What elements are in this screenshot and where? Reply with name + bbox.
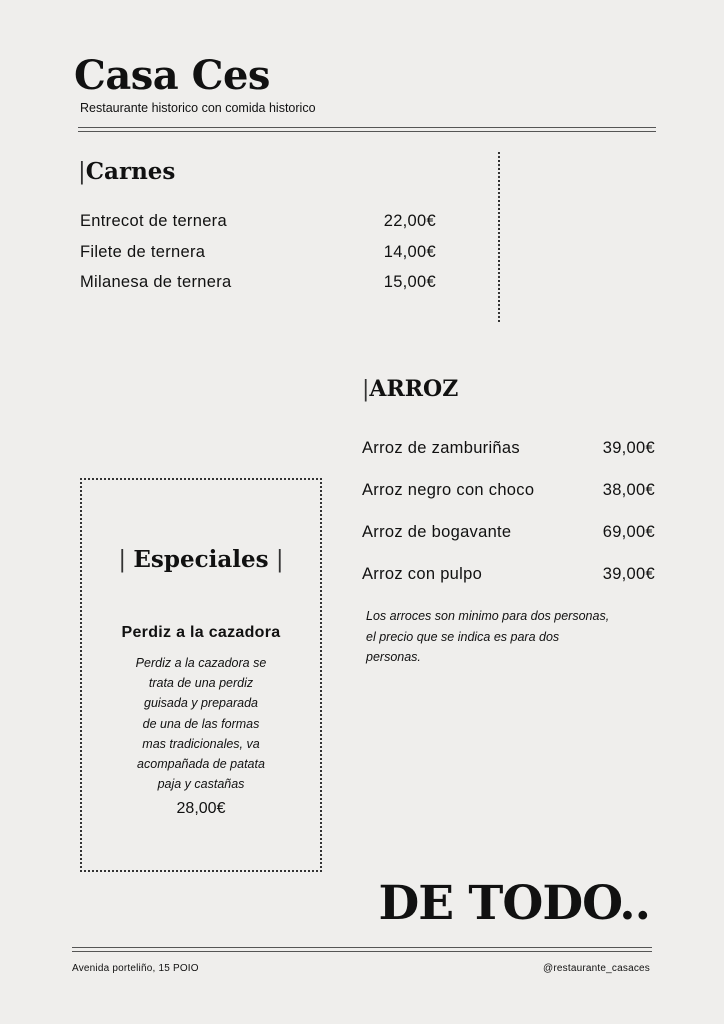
heading-bar: |	[268, 547, 284, 573]
description-line: acompañada de patata	[137, 757, 265, 772]
arroz-item-price: 38,00€	[602, 481, 655, 499]
carnes-item-name: Filete de ternera	[80, 243, 206, 261]
description-line: de una de las formas	[142, 716, 260, 731]
heading-bar: |	[362, 377, 370, 402]
vertical-dotted-divider	[498, 152, 500, 322]
header-divider	[78, 127, 656, 132]
arroz-note-line: personas.	[366, 650, 421, 664]
arroz-note-line: el precio que se indica es para dos	[366, 629, 560, 644]
description-line: mas tradicionales, va	[142, 736, 260, 751]
carnes-item-name: Entrecot de ternera	[80, 212, 227, 230]
especiales-description	[82, 653, 320, 794]
carnes-title: Carnes	[85, 158, 176, 185]
description-line: Perdiz a la cazadora se	[135, 656, 267, 670]
arroz-item-price: 69,00€	[602, 523, 655, 541]
especiales-title: Especiales	[133, 546, 269, 573]
restaurant-title: Casa Ces	[74, 52, 270, 99]
arroz-item-price: 39,00€	[602, 439, 655, 457]
especiales-dish-name: Perdiz a la cazadora	[121, 624, 281, 641]
carnes-item-price: 15,00€	[383, 273, 436, 291]
heading-bar: |	[118, 547, 134, 573]
arroz-item-name: Arroz negro con choco	[362, 481, 535, 499]
especiales-heading	[82, 546, 320, 573]
arroz-note	[366, 606, 666, 668]
footer-social-handle: @restaurante_casaces	[543, 963, 650, 974]
restaurant-subtitle: Restaurante historico con comida historico	[80, 101, 316, 115]
especiales-box	[80, 478, 322, 872]
arroz-title: ARROZ	[369, 376, 459, 402]
description-line: trata de una perdiz	[148, 676, 254, 691]
footer-address: Avenida porteliño, 15 POIO	[72, 963, 199, 974]
carnes-item-price: 22,00€	[383, 212, 436, 230]
heading-bar: |	[78, 159, 86, 185]
arroz-item-name: Arroz de bogavante	[362, 523, 512, 541]
arroz-heading	[362, 376, 458, 402]
carnes-item-price: 14,00€	[383, 243, 436, 261]
arroz-note-line: Los arroces son minimo para dos personas,	[366, 609, 610, 623]
especiales-price: 28,00€	[176, 800, 226, 817]
arroz-item-name: Arroz con pulpo	[362, 565, 483, 583]
arroz-item-name: Arroz de zamburiñas	[362, 439, 520, 457]
slogan: DE TODO..	[378, 876, 650, 931]
arroz-item-price: 39,00€	[602, 565, 655, 583]
description-line: guisada y preparada	[144, 696, 258, 711]
footer-divider	[72, 947, 652, 952]
carnes-item-name: Milanesa de ternera	[80, 273, 232, 291]
carnes-heading	[78, 158, 175, 185]
description-line: paja y castañas	[157, 777, 245, 792]
